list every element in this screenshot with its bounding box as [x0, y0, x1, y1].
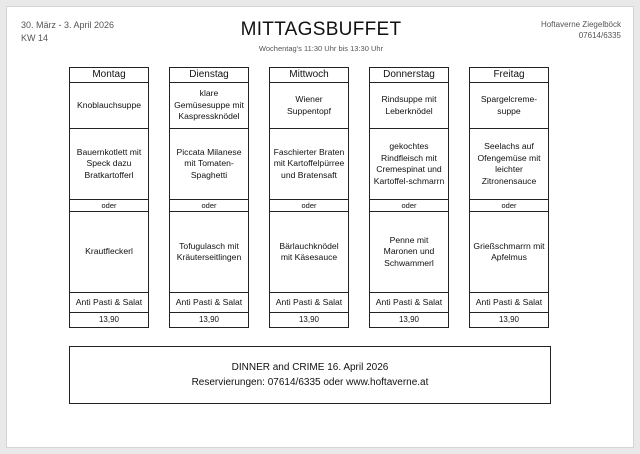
main-dish-2: Tofugulasch mit Kräuterseitlingen — [170, 212, 248, 293]
main-dish-2: Penne mit Maronen und Schwammerl — [370, 212, 448, 293]
main-dish-1: Faschierter Braten mit Kartoffelpürree und Bratensaft — [270, 129, 348, 200]
main-dish-1: Bauernkotlett mit Speck dazu Bratkartofferl — [70, 129, 148, 200]
day-column-monday — [69, 67, 149, 328]
salad-option: Anti Pasti & Salat — [70, 293, 148, 313]
calendar-week: KW 14 — [21, 33, 49, 43]
day-name: Montag — [70, 68, 148, 83]
salad-option: Anti Pasti & Salat — [470, 293, 548, 313]
day-name: Dienstag — [170, 68, 248, 83]
day-column-wednesday — [269, 67, 349, 328]
or-separator: oder — [270, 200, 348, 212]
price: 13,90 — [298, 315, 320, 325]
reservation-info: Reservierungen: 07614/6335 oder www.hoftaverne.at — [191, 377, 429, 388]
or-separator: oder — [470, 200, 548, 212]
salad-option: Anti Pasti & Salat — [270, 293, 348, 313]
or-separator: oder — [170, 200, 248, 212]
main-dish-2: Bärlauchknödel mit Käsesauce — [270, 212, 348, 293]
event-notice — [69, 346, 551, 404]
soup-dish: Wiener Suppentopf — [270, 83, 348, 129]
salad-option: Anti Pasti & Salat — [170, 293, 248, 313]
date-range: 30. März - 3. April 2026 — [21, 20, 115, 30]
day-column-friday — [469, 67, 549, 328]
restaurant-name: Hoftaverne Ziegelböck — [540, 20, 621, 29]
day-name: Donnerstag — [370, 68, 448, 83]
page-title: MITTAGSBUFFET — [240, 19, 402, 40]
event-announcement: DINNER and CRIME 16. April 2026 — [231, 362, 389, 373]
main-dish-1: gekochtes Rindfleisch mit Cremespinat und Kartoffel-schmarrn — [370, 129, 448, 200]
main-dish-2: Krautfleckerl — [70, 212, 148, 293]
menu-sheet — [6, 6, 634, 448]
day-column-tuesday — [169, 67, 249, 328]
price: 13,90 — [398, 315, 420, 325]
salad-option: Anti Pasti & Salat — [370, 293, 448, 313]
main-dish-1: Seelachs auf Ofengemüse mit leichter Zitronensauce — [470, 129, 548, 200]
opening-hours: Wochentag's 11:30 Uhr bis 13:30 Uhr — [258, 44, 384, 53]
or-separator: oder — [370, 200, 448, 212]
day-name: Mittwoch — [270, 68, 348, 83]
or-separator: oder — [70, 200, 148, 212]
main-dish-1: Piccata Milanese mit Tomaten-Spaghetti — [170, 129, 248, 200]
price: 13,90 — [198, 315, 220, 325]
day-name: Freitag — [470, 68, 548, 83]
price: 13,90 — [498, 315, 520, 325]
soup-dish: Rindsuppe mit Leberknödel — [370, 83, 448, 129]
day-column-thursday — [369, 67, 449, 328]
main-dish-2: Grießschmarrn mit Apfelmus — [470, 212, 548, 293]
soup-dish: Knoblauchsuppe — [70, 83, 148, 129]
soup-dish: Spargelcreme-suppe — [470, 83, 548, 129]
restaurant-phone: 07614/6335 — [578, 31, 621, 40]
price: 13,90 — [98, 315, 120, 325]
soup-dish: klare Gemüsesuppe mit Kaspressknödel — [170, 83, 248, 129]
